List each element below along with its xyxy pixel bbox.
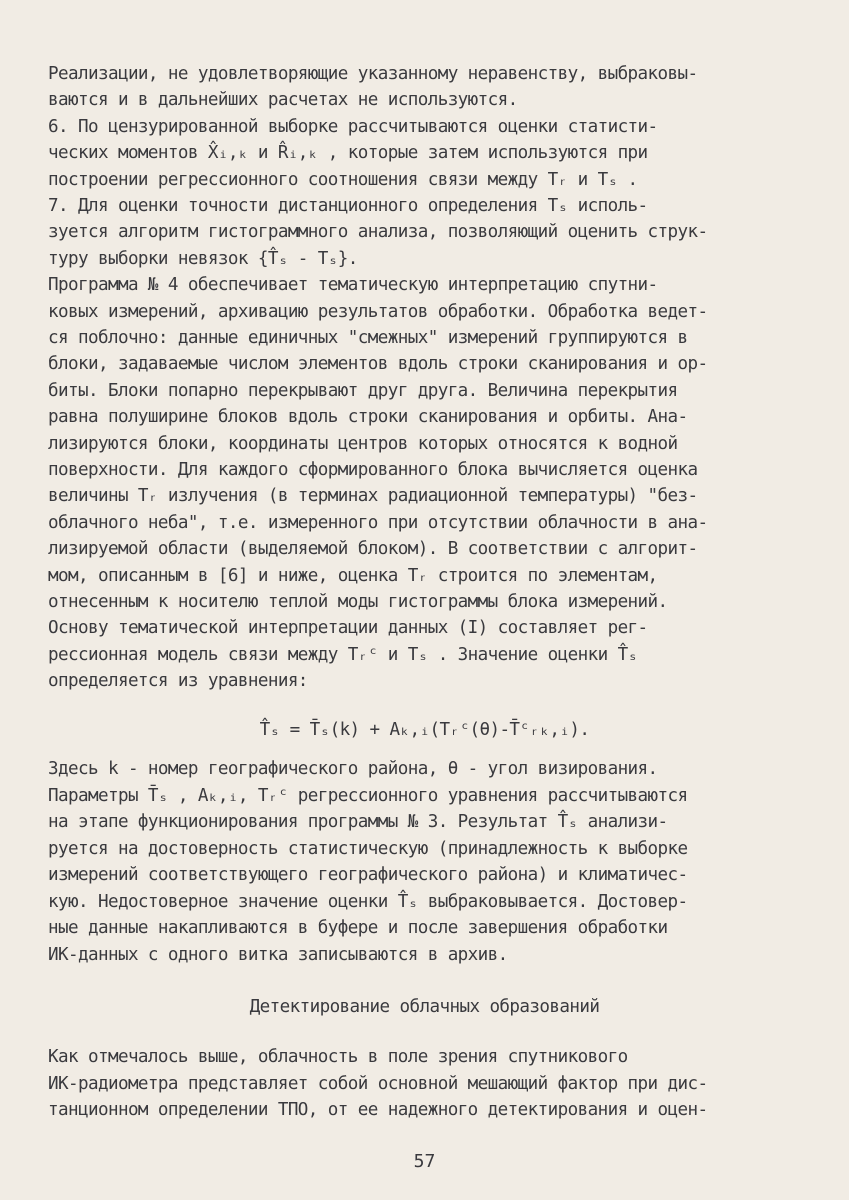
text-line: Параметры T̄ₛ , Aₖ,ᵢ, Tᵣᶜ регрессионного уравнения рассчитываются	[48, 785, 688, 806]
text-line: ИК-данных с одного витка записываются в архив.	[48, 944, 508, 965]
text-line: отнесенным к носителю теплой моды гистограммы блока измерений.	[48, 592, 668, 612]
section-heading: Детектирование облачных образований	[249, 997, 600, 1017]
text-line: лизируются блоки, координаты центров которых относятся к водной	[48, 433, 678, 454]
text-line: танционном определении ТПО, от ее надежного детектирования и оцен-	[48, 1100, 708, 1120]
text-line: рессионная модель связи между Tᵣᶜ и Tₛ . Значение оценки T̂ₛ	[48, 644, 638, 665]
text-line: лизируемой области (выделяемой блоком). В соответствии с алгорит-	[48, 539, 698, 560]
text-line: Здесь k - номер географического района, θ - угол визирования.	[48, 759, 658, 779]
text-line: Программа № 4 обеспечивает тематическую интерпретацию спутни-	[48, 275, 658, 296]
text-line: измерений соответствующего географического района) и климатичес-	[48, 865, 688, 885]
text-line: облачного неба", т.е. измеренного при отсутствии облачности в ана-	[48, 512, 708, 533]
text-line: определяется из уравнения:	[48, 671, 308, 692]
text-line: ваются и в дальнейших расчетах не используются.	[48, 90, 518, 111]
page-number: 57	[413, 1151, 436, 1172]
text-line: поверхности. Для каждого сформированного блока вычисляется оценка	[48, 460, 698, 480]
text-line: Реализации, не удовлетворяющие указанному неравенству, выбраковы-	[48, 64, 698, 84]
text-line: на этапе функционирования программы № 3. Результат T̂ₛ анализи-	[48, 812, 668, 832]
text-line: равна полуширине блоков вдоль строки сканирования и орбиты. Ана-	[48, 407, 688, 428]
text-line: 6. По цензурированной выборке рассчитываются оценки статисти-	[48, 116, 658, 137]
text-line: руется на достоверность статистическую (принадлежность к выборке	[48, 838, 688, 859]
text-line: зуется алгоритм гистограммного анализа, позволяющий оценить струк-	[48, 222, 708, 243]
text-line: ся поблочно: данные единичных "смежных" измерений группируются в	[48, 328, 688, 348]
text-line: Как отмечалось выше, облачность в поле зрения спутникового	[48, 1047, 628, 1067]
text-line: ческих моментов X̂ᵢ,ₖ и R̂ᵢ,ₖ , которые затем используются при	[48, 143, 648, 164]
text-line: ковых измерений, архивацию результатов обработки. Обработка ведет-	[48, 301, 708, 322]
text-line: ИК-радиометра представляет собой основной мешающий фактор при дис-	[48, 1073, 708, 1094]
text-line: Основу тематической интерпретации данных (I) составляет рег-	[48, 618, 648, 639]
text-line: блоки, задаваемые числом элементов вдоль строки сканирования и ор-	[48, 354, 708, 375]
text-line: кую. Недостоверное значение оценки T̂ₛ выбраковывается. Достовер-	[48, 891, 688, 912]
text-line: мом, описанным в [6] и ниже, оценка Tᵣ строится по элементам,	[48, 565, 658, 586]
text-line: построении регрессионного соотношения связи между Tᵣ и Tₛ .	[48, 169, 638, 190]
text-line: величины Tᵣ излучения (в терминах радиационной температуры) "без-	[48, 486, 698, 507]
text-line: 7. Для оценки точности дистанционного определения Tₛ исполь-	[48, 196, 648, 216]
text-line: ные данные накапливаются в буфере и после завершения обработки	[48, 918, 668, 938]
text-line: туру выборки невязок {T̂ₛ - Tₛ}.	[48, 248, 358, 269]
text-line: биты. Блоки попарно перекрывают друг друга. Величина перекрытия	[48, 380, 678, 401]
regression-equation: T̂ₛ = T̄ₛ(k) + Aₖ,ᵢ(Tᵣᶜ(θ)-T̄ᶜᵣₖ,ᵢ).	[259, 720, 590, 740]
